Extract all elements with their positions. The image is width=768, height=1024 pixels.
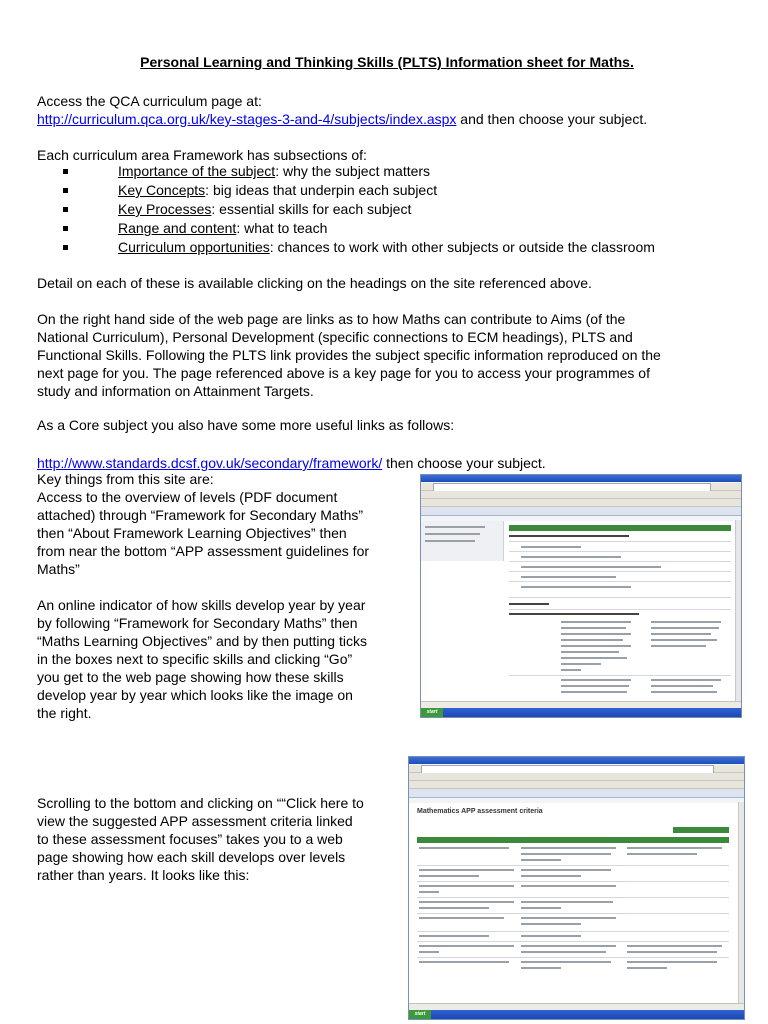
cell-line xyxy=(561,657,627,659)
grid-line xyxy=(417,957,729,958)
paragraph-line: National Curriculum), Personal Development (specific connections to ECM headings), PLTS and xyxy=(37,329,633,345)
paragraph-line: Key things from this site are: xyxy=(37,471,214,487)
cell-line xyxy=(521,935,581,937)
cell-line xyxy=(561,633,631,635)
grid-line xyxy=(417,931,729,932)
cell-line xyxy=(419,847,509,849)
cell-line xyxy=(627,853,697,855)
grid-line xyxy=(509,571,731,572)
level-header xyxy=(417,837,729,843)
grid-line xyxy=(509,541,731,542)
cell-line xyxy=(627,847,722,849)
section-heading xyxy=(509,613,639,615)
list-item xyxy=(37,238,655,257)
paragraph-line: rather than years. It looks like this: xyxy=(37,867,250,883)
cell-line xyxy=(521,951,606,953)
cell-line xyxy=(521,901,613,903)
cell-line xyxy=(521,961,611,963)
cell-line xyxy=(419,917,504,919)
cell-line xyxy=(521,847,616,849)
cell-line xyxy=(521,885,616,887)
list-item xyxy=(37,181,655,200)
cell-line xyxy=(521,869,611,871)
grid-line xyxy=(509,581,731,582)
cell-line xyxy=(627,945,722,947)
nav-line xyxy=(425,540,475,542)
browser-toolbar xyxy=(421,483,741,491)
objective-line xyxy=(521,566,661,568)
paragraph-line: “Maths Learning Objectives” and by then putting ticks xyxy=(37,633,367,649)
cell-line xyxy=(419,935,489,937)
cell-line xyxy=(561,639,623,641)
section-heading xyxy=(509,603,549,605)
browser-toolbar xyxy=(409,765,744,773)
paragraph-line: view the suggested APP assessment criteria linked xyxy=(37,813,353,829)
grid-line xyxy=(509,675,731,676)
grid-line xyxy=(509,609,731,610)
qca-link-line xyxy=(37,110,647,128)
scrollbar[interactable] xyxy=(738,802,744,1003)
subsection-term[interactable]: Key Concepts xyxy=(118,182,206,198)
paragraph-line: Functional Skills. Following the PLTS link provides the subject specific information reproduced on the xyxy=(37,347,661,363)
cell-line xyxy=(419,945,514,947)
paragraph-line: attached) through “Framework for Secondary Maths” xyxy=(37,507,364,523)
bullet-icon xyxy=(63,245,68,250)
nav-line xyxy=(425,533,480,535)
cell-line xyxy=(561,645,631,647)
framework-intro: Each curriculum area Framework has subsections of: xyxy=(37,147,367,163)
paragraph-line: next page for you. The page referenced above is a key page for you to access your programmes of xyxy=(37,365,650,381)
cell-line xyxy=(521,875,581,877)
list-item xyxy=(37,200,655,219)
paragraph-line: On the right hand side of the web page are links as to how Maths can contribute to Aims (of the xyxy=(37,311,626,327)
objective-line xyxy=(521,546,581,548)
cell-line xyxy=(521,923,581,925)
grid-line xyxy=(509,551,731,552)
browser-links-bar xyxy=(421,499,741,507)
paragraph-line: Maths” xyxy=(37,561,80,577)
qca-curriculum-link[interactable]: http://curriculum.qca.org.uk/key-stages-3-and-4/subjects/index.aspx xyxy=(37,111,457,127)
subsection-desc: : essential skills for each subject xyxy=(211,201,412,217)
paragraph-line: in the boxes next to specific skills and clicking “Go” xyxy=(37,651,353,667)
subsection-desc: : what to teach xyxy=(236,220,328,236)
subsection-term[interactable]: Curriculum opportunities xyxy=(118,239,270,255)
paragraph-line: from near the bottom “APP assessment guidelines for xyxy=(37,543,370,559)
cell-line xyxy=(521,859,561,861)
cell-line xyxy=(521,945,616,947)
key-things-paragraph xyxy=(37,470,369,578)
start-button[interactable]: start xyxy=(421,708,443,717)
paragraph-line: develop year by year which looks like the image on xyxy=(37,687,353,703)
cell-line xyxy=(419,875,479,877)
browser-tabs xyxy=(421,507,741,516)
webpage-content xyxy=(421,521,735,701)
cell-line xyxy=(561,685,629,687)
grid-line xyxy=(417,941,729,942)
webpage-content xyxy=(409,803,738,1003)
taskbar xyxy=(421,708,741,717)
cell-line xyxy=(561,627,626,629)
subsection-desc: : chances to work with other subjects or outside the classroom xyxy=(269,239,655,255)
cell-line xyxy=(419,961,509,963)
grid-line xyxy=(509,597,731,598)
scrollbar[interactable] xyxy=(735,520,741,701)
browser-links-bar xyxy=(409,781,744,789)
browser-menubar xyxy=(421,491,741,499)
page-title: Personal Learning and Thinking Skills (PLTS) Information sheet for Maths. xyxy=(140,54,634,70)
standards-link-suffix: then choose your subject. xyxy=(382,455,546,471)
paragraph-line: An online indicator of how skills develop year by year xyxy=(37,597,366,613)
start-button[interactable]: start xyxy=(409,1010,431,1019)
cell-line xyxy=(627,951,717,953)
cell-line xyxy=(651,685,713,687)
grid-line xyxy=(417,913,729,914)
grid-line xyxy=(417,881,729,882)
cell-line xyxy=(419,901,514,903)
access-intro: Access the QCA curriculum page at: xyxy=(37,93,262,109)
paragraph-line: Access to the overview of levels (PDF document xyxy=(37,489,338,505)
cell-line xyxy=(521,967,561,969)
cell-line xyxy=(651,633,711,635)
paragraph-line: the right. xyxy=(37,705,92,721)
cell-line xyxy=(419,907,489,909)
bullet-icon xyxy=(63,169,68,174)
objective-line xyxy=(521,586,631,588)
cell-line xyxy=(561,669,581,671)
cell-line xyxy=(419,951,439,953)
bullet-icon xyxy=(63,188,68,193)
browser-titlebar xyxy=(409,757,744,764)
app-assessment-screenshot xyxy=(408,756,745,1020)
qca-link-suffix: and then choose your subject. xyxy=(456,111,648,127)
cell-line xyxy=(651,639,717,641)
cell-line xyxy=(561,663,601,665)
subsections-list xyxy=(37,162,655,257)
assessment-page-heading: Mathematics APP assessment criteria xyxy=(417,808,543,815)
core-subject-text: As a Core subject you also have some more useful links as follows: xyxy=(37,417,455,433)
subsection-desc: : big ideas that underpin each subject xyxy=(205,182,438,198)
online-indicator-paragraph xyxy=(37,596,367,722)
paragraph-line: you get to the web page showing how these skills xyxy=(37,669,344,685)
paragraph-line: to these assessment focuses” takes you to a web xyxy=(37,831,343,847)
cell-line xyxy=(419,885,514,887)
cell-line xyxy=(651,691,717,693)
bullet-icon xyxy=(63,226,68,231)
subsection-term[interactable]: Range and content xyxy=(118,220,237,236)
learning-objectives-screenshot xyxy=(420,474,742,718)
cell-line xyxy=(561,621,631,623)
cell-line xyxy=(651,621,721,623)
status-bar xyxy=(421,701,741,708)
year-header xyxy=(509,525,731,531)
detail-text: Detail on each of these is available clicking on the headings on the site referenced above. xyxy=(37,275,592,291)
paragraph-line: Scrolling to the bottom and clicking on ““Click here to xyxy=(37,795,364,811)
cell-line xyxy=(561,691,627,693)
cell-line xyxy=(627,967,667,969)
cell-line xyxy=(651,645,706,647)
browser-tabs xyxy=(409,789,744,798)
right-hand-paragraph xyxy=(37,310,661,400)
paragraph-line: study and information on Attainment Targets. xyxy=(37,383,314,399)
cell-line xyxy=(627,961,717,963)
browser-menubar xyxy=(409,773,744,781)
cell-line xyxy=(651,627,719,629)
paragraph-line: then “About Framework Learning Objectives” then xyxy=(37,525,347,541)
paragraph-line: page showing how each skill develops over levels xyxy=(37,849,346,865)
cell-line xyxy=(419,869,514,871)
standards-framework-link[interactable]: http://www.standards.dcsf.gov.uk/secondary/framework/ xyxy=(37,455,383,471)
scrolling-paragraph xyxy=(37,794,364,884)
bullet-icon xyxy=(63,207,68,212)
subsection-desc: : why the subject matters xyxy=(275,163,431,179)
list-item xyxy=(37,162,655,181)
cell-line xyxy=(561,651,619,653)
taskbar xyxy=(409,1010,744,1019)
grid-line xyxy=(509,561,731,562)
subsection-term[interactable]: Importance of the subject xyxy=(118,163,276,179)
subsection-term[interactable]: Key Processes xyxy=(118,201,212,217)
nav-buttons[interactable] xyxy=(673,827,729,833)
browser-titlebar xyxy=(421,475,741,482)
cell-line xyxy=(521,917,616,919)
cell-line xyxy=(521,853,611,855)
cell-line xyxy=(561,679,631,681)
paragraph-line: by following “Framework for Secondary Maths” then xyxy=(37,615,358,631)
section-heading xyxy=(509,535,629,537)
status-bar xyxy=(409,1003,744,1010)
grid-line xyxy=(417,897,729,898)
grid-line xyxy=(417,865,729,866)
objective-line xyxy=(521,576,616,578)
cell-line xyxy=(419,891,439,893)
nav-line xyxy=(425,526,485,528)
list-item xyxy=(37,219,655,238)
cell-line xyxy=(521,907,561,909)
objective-line xyxy=(521,556,621,558)
cell-line xyxy=(651,679,721,681)
